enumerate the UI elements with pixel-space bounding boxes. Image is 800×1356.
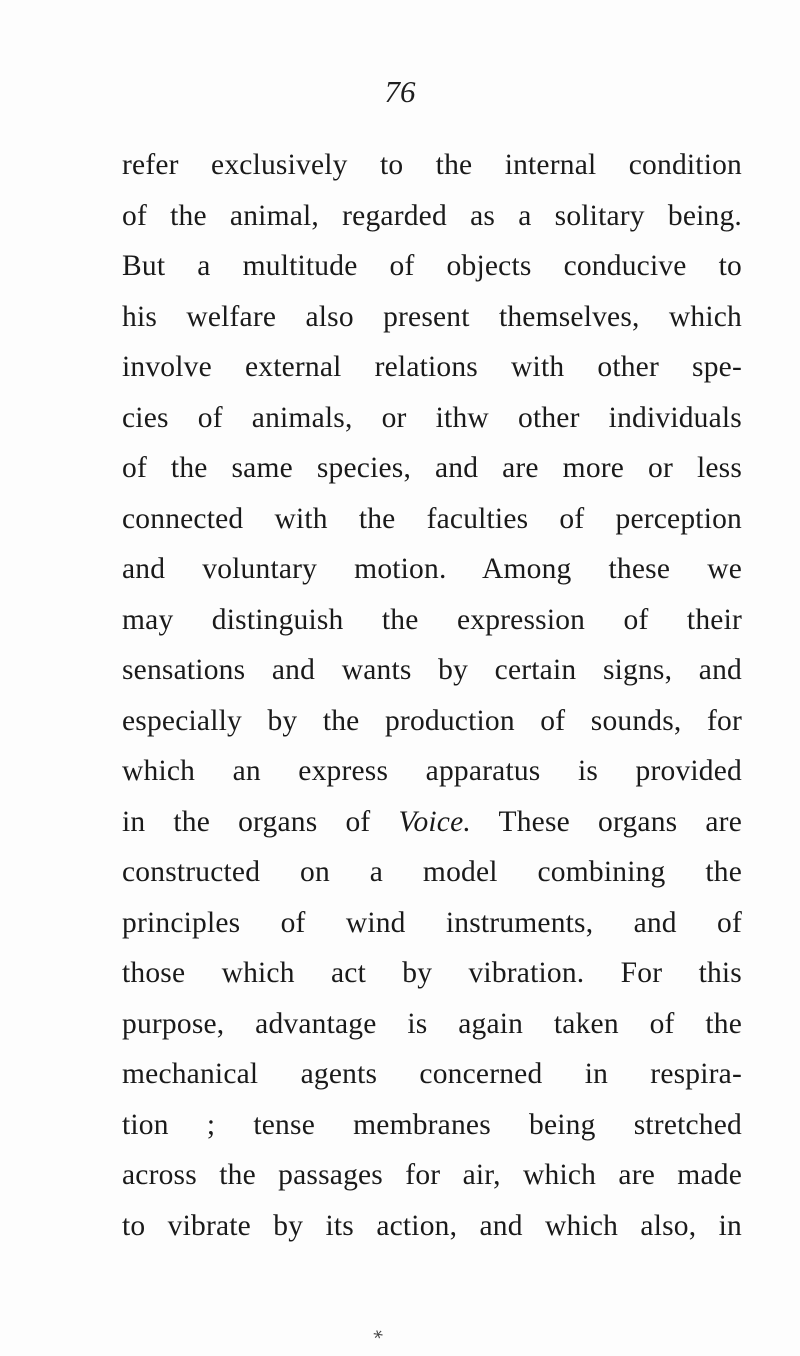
text-line: of the animal, regarded as a solitary being. <box>122 199 742 232</box>
text-segment: in the organs of <box>122 805 399 838</box>
text-line: and voluntary motion. Among these we <box>122 553 742 585</box>
text-line: to vibrate by its action, and which also, in <box>122 1209 742 1242</box>
page-number: 76 <box>384 74 416 109</box>
text-segment: These organs are <box>470 805 742 838</box>
text-line: sensations and wants by certain signs, and <box>122 654 742 686</box>
text-line: But a multitude of objects conducive to <box>122 250 742 282</box>
text-line: his welfare also present themselves, which <box>122 300 742 333</box>
text-line: principles of wind instruments, and of <box>122 906 742 939</box>
text-line: especially by the production of sounds, for <box>122 704 742 737</box>
text-line: purpose, advantage is again taken of the <box>122 1007 742 1040</box>
text-line: cies of animals, or ithw other individuals <box>122 401 742 434</box>
text-line-with-italic <box>122 797 742 848</box>
italic-term: Voice. <box>398 805 471 838</box>
text-line: constructed on a model combining the <box>122 856 742 888</box>
text-line: may distinguish the expression of their <box>122 603 742 636</box>
text-line: of the same species, and are more or less <box>122 452 742 484</box>
text-line: involve external relations with other spe- <box>122 351 742 383</box>
text-line: mechanical agents concerned in respira- <box>122 1058 742 1090</box>
text-line: tion ; tense membranes being stretched <box>122 1108 742 1141</box>
text-line: refer exclusively to the internal condition <box>122 149 742 181</box>
text-line: those which act by vibration. For this <box>122 957 742 989</box>
body-text <box>122 140 742 1251</box>
text-line: across the passages for air, which are made <box>122 1159 742 1191</box>
footer-mark: ⁎ <box>369 1321 385 1343</box>
text-line: connected with the faculties of perception <box>122 502 742 535</box>
text-line: which an express apparatus is provided <box>122 755 742 787</box>
